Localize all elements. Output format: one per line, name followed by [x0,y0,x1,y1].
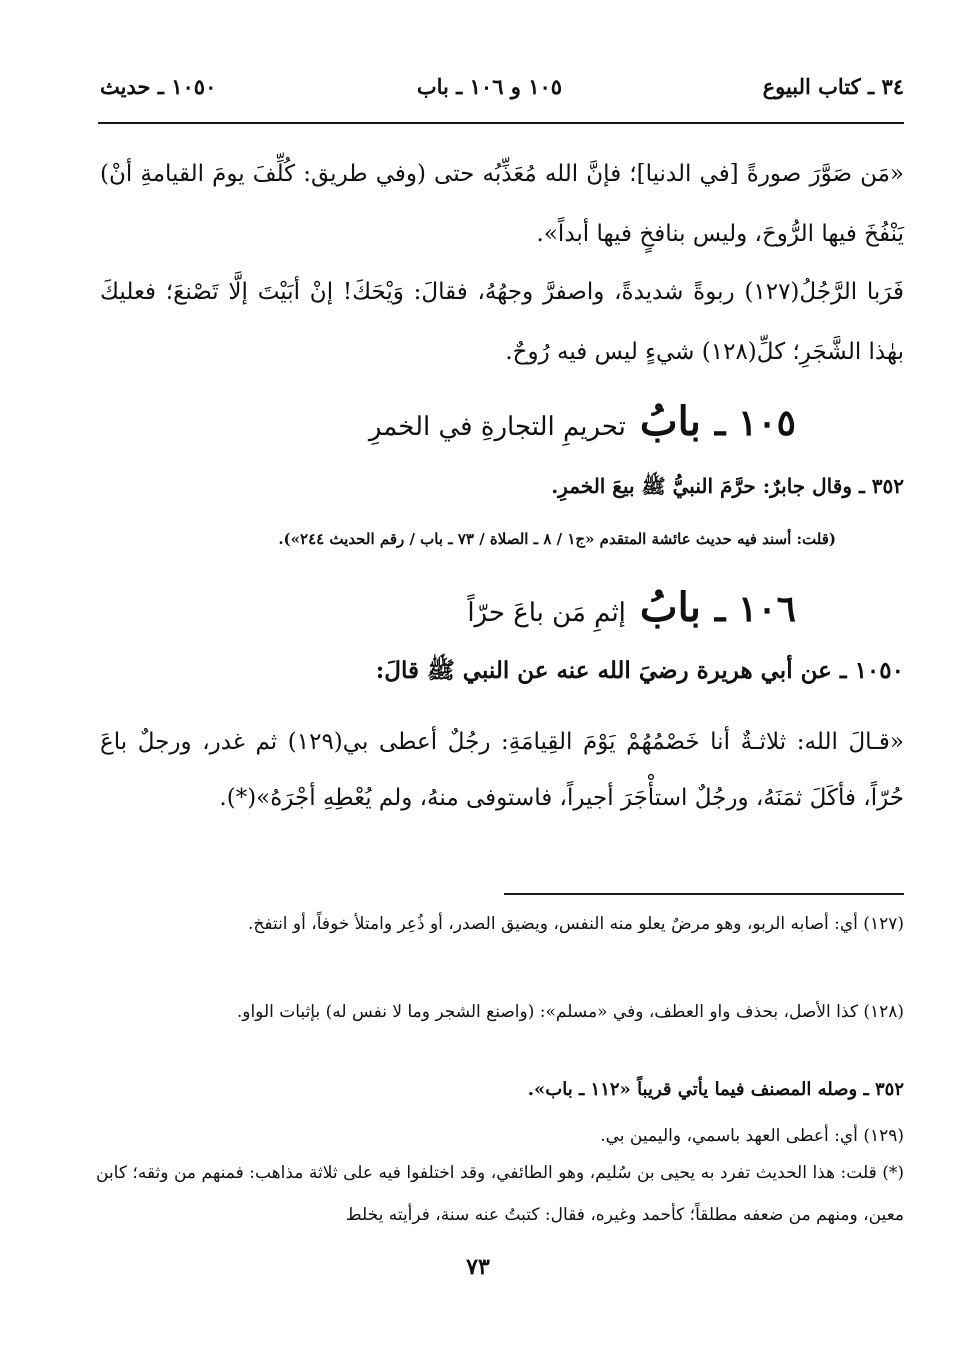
chapter-number: ١٠٦ ـ [714,588,796,630]
footnote-129: (١٢٩) أي: أعطى العهد باسمي، واليمين بي. [600,1126,904,1146]
header-chapter: ٣٤ ـ كتاب البيوع [762,73,904,99]
paragraph-2: فَرَبا الرَّجُلُ(١٢٧) ربوةً شديدةً، واصفرَّ وجهُهُ، فقالَ: وَيْحَكَ! إنْ أبَيْتَ إلَّا تَصْنعَ؛ فعليكَ بهٰذا الشَّجَرِ؛ كلِّ(١٢٨) شيءٍ ليس فيه رُوحٌ. [100,279,904,365]
footnote-352: ٣٥٢ ـ وصله المصنف فيما يأتي قريباً «١١٢ ـ باب». [527,1079,904,1100]
text-352: ٣٥٢ ـ وقال جابرٌ: حرَّمَ النبيُّ ﷺ بيعَ الخمرِ. [551,474,904,498]
hadith-1050-text: «قـالَ الله: ثلاثـةٌ أنا خَصْمُهُمْ يَوْمَ القِيامَةِ: رجُلٌ أعطى بي(١٢٩) ثم غدر، ورجلٌ باعَ حُرّاً، فأكَلَ ثمَنَهُ، ورجُلٌ استأْجَرَ أجيراً، فاستوفى منهُ، ولم يُعْطِهِ أجْرَهُ»(*). [100,729,904,811]
footnote-divider [504,893,904,895]
chapter-heading-106 [100,584,796,631]
footnote-127: (١٢٧) أي: أصابه الربو، وهو مرضٌ يعلو منه النفس، ويضيق الصدر، أو ذُعِر وامتلأ خوفاً، أو انتفخ. [247,914,904,934]
footnote-128: (١٢٨) كذا الأصل، بحذف واو العطف، وفي «مسلم»: (واصنع الشجر وما لا نفس له) بإثبات الواو. [236,1002,904,1022]
page-number: ٧٣ [466,1254,490,1280]
chapter-bab-word: بابُ [639,398,701,445]
chapter-title: تحريمِ التجارةِ في الخمرِ [368,412,626,442]
chapter-heading-105 [100,398,796,445]
hadith-1050-heading: ١٠٥٠ ـ عن أبي هريرة رضيَ الله عنه عن النبي ﷺ قالَ: [375,657,904,684]
footnote-star: (*) قلت: هذا الحديث تفرد به يحيى بن سُليم، وهو الطائفي، وقد اختلفوا فيه على ثلاثة مذاهب: فمنهم من وثقه؛ كابن معين، ومنهم من ضعفه مطلقاً؛ كأحمد وغيره، فقال: كتبتُ عنه سنة، فرأيته يخلط [96,1163,904,1225]
chapter-title: إثمِ مَن باعَ حرّاً [467,598,626,628]
paragraph-1: «مَن صَوَّرَ صورةً [في الدنيا]؛ فإنَّ الله مُعَذِّبُه حتى (وفي طريق: كُلِّفَ يومَ القيامةِ أنْ) يَنْفُخَ فيها الرُّوحَ، وليس بنافخٍ فيها أبداً». [100,161,904,247]
header-hadith: ١٠٥٠ ـ حديث [100,73,217,99]
chapter-number: ١٠٥ ـ [714,402,796,444]
editor-note: (قلت: أسند فيه حديث عائشة المتقدم «ج١ / ٨ ـ الصلاة / ٧٣ ـ باب / رقم الحديث ٢٤٤»). [278,530,836,548]
running-header [100,62,904,110]
header-divider [98,122,904,124]
header-section: ١٠٥ و ١٠٦ ـ باب [416,73,563,99]
chapter-bab-word: بابُ [639,584,701,631]
